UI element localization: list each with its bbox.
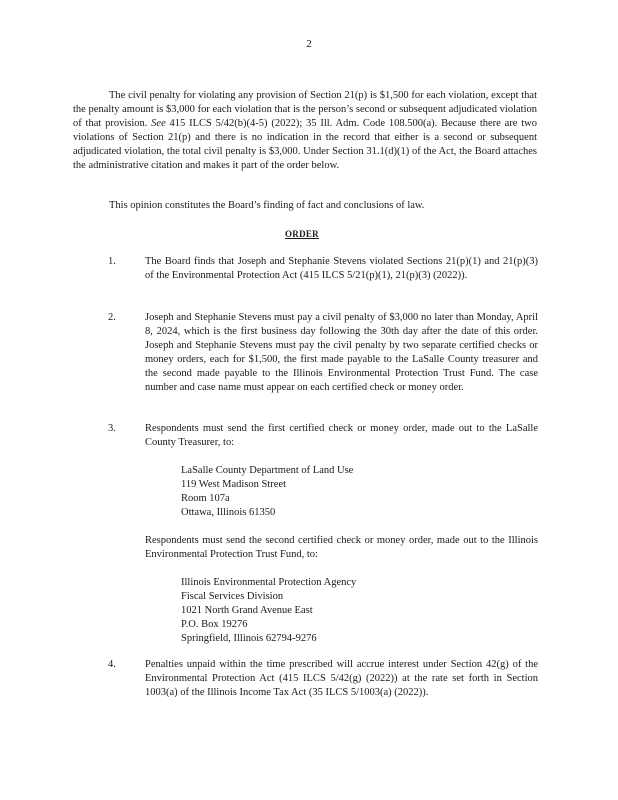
item-number: 4. (108, 659, 116, 670)
address-line: 119 West Madison Street (181, 479, 287, 490)
item-text: The Board finds that Joseph and Stephanie Stevens violated Sections 21(p)(1) and 21(p)(3) of the Environmental Protection Act (415 ILCS 5/21(p)(1), 21(p)(3) (2022)). (145, 256, 538, 281)
item-number: 2. (108, 312, 116, 323)
order-item-1 (108, 255, 538, 283)
order-item-3 (108, 422, 538, 646)
page-number: 2 (306, 38, 312, 50)
address-line: P.O. Box 19276 (181, 619, 248, 630)
order-item-2 (108, 311, 538, 395)
lasalle-county-address (181, 464, 538, 520)
item-number: 1. (108, 256, 116, 267)
item-text: Joseph and Stephanie Stevens must pay a civil penalty of $3,000 no later than Monday, April 8, 2024, which is the first business day following the 30th day after the date of this order. Joseph and Stephanie Stevens must pay the civil penalty by two separate certified checks or money orders, each for $1,500, the first made payable to the LaSalle County treasurer and the second made payable to the Illinois Environmental Protection Trust Fund. The case number and case name must appear on each certified check or money order. (145, 312, 538, 393)
item-text (145, 422, 538, 646)
see-signal: See (151, 118, 166, 129)
item-number: 3. (108, 423, 116, 434)
address-line: LaSalle County Department of Land Use (181, 465, 354, 476)
findings-paragraph: This opinion constitutes the Board’s finding of fact and conclusions of law. (109, 200, 425, 211)
address-line: Room 107a (181, 493, 230, 504)
item-text: Penalties unpaid within the time prescribed will accrue interest under Section 42(g) of the Environmental Protection Act (415 ILCS 5/42(g) (2022)) at the rate set forth in Section 1003(a) of the Illinois Income Tax Act (35 ILCS 5/1003(a) (2022)). (145, 659, 538, 698)
order-heading: ORDER (284, 229, 319, 239)
civil-penalty-text-a: The civil penalty for violating any provision of Section 21(p) is $1,500 for each violation, except that the penalty amount is $3,000 for each violation that is the person’s second or subsequent adjudicated violation of that provision. (73, 90, 537, 129)
address-line: Illinois Environmental Protection Agency (181, 577, 357, 588)
iepa-address (181, 576, 538, 646)
address-line: Fiscal Services Division (181, 591, 284, 602)
address-line: 1021 North Grand Avenue East (181, 605, 313, 616)
civil-penalty-text-b: 415 ILCS 5/42(b)(4-5) (2022); 35 Ill. Adm. Code 108.500(a). Because there are two violations of Section 21(p) and there is no indication in the record that either is a second or subsequent adjudicated violation, the total civil penalty is $3,000. Under Section 31.1(d)(1) of the Act, the Board attaches the administrative citation and makes it part of the order below. (73, 118, 537, 171)
order-item-4 (108, 658, 538, 700)
item-3-instruction-1: Respondents must send the first certified check or money order, made out to the LaSalle County Treasurer, to: (145, 423, 538, 448)
item-3-instruction-2: Respondents must send the second certified check or money order, made out to the Illinois Environmental Protection Trust Fund, to: (145, 535, 538, 560)
address-line: Ottawa, Illinois 61350 (181, 507, 276, 518)
civil-penalty-paragraph (73, 89, 537, 173)
address-line: Springfield, Illinois 62794-9276 (181, 633, 317, 644)
